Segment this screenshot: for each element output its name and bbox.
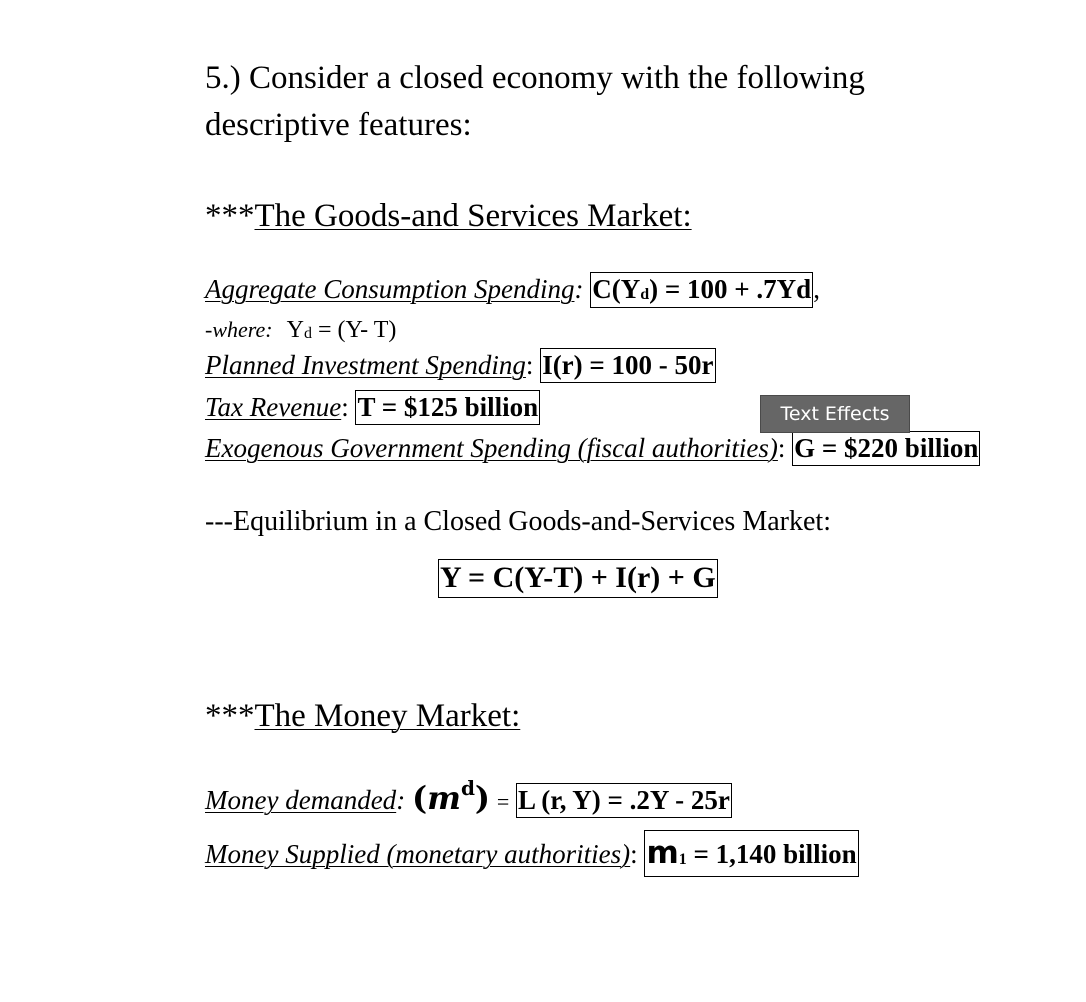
- government-label: Exogenous Government Spending (fiscal authorities): [205, 433, 778, 463]
- ms-rest: = 1,140 billion: [686, 839, 857, 869]
- consumption-colon: :: [574, 274, 584, 304]
- ms-subscript: 1: [678, 851, 687, 868]
- consumption-line: [205, 272, 820, 308]
- money-supply-colon: :: [630, 839, 638, 869]
- money-demand-label: Money demanded: [205, 785, 397, 815]
- heading-stars: ***: [205, 198, 255, 234]
- money-supply-label: Money Supplied (monetary authorities): [205, 839, 631, 869]
- money-demand-colon: :: [396, 785, 406, 815]
- text-effects-tooltip: Text Effects: [760, 395, 910, 433]
- investment-equation: I(r) = 100 - 50r: [540, 348, 715, 383]
- where-eq-rest: = (Y- T): [311, 317, 397, 343]
- tax-equation: T = $125 billion: [355, 390, 540, 425]
- investment-label: Planned Investment Spending: [205, 350, 526, 380]
- eq-part: d: [796, 274, 812, 304]
- where-label: -where:: [205, 317, 273, 342]
- heading-stars: ***: [205, 698, 255, 734]
- equilibrium-line: [438, 559, 718, 598]
- goods-market-heading: [205, 200, 692, 233]
- money-demand-equation: L (r, Y) = .2Y - 25r: [516, 783, 732, 818]
- md-m: m: [427, 779, 461, 817]
- money-demand-line: [205, 778, 732, 818]
- investment-line: [205, 348, 716, 383]
- money-demand-symbol: [411, 776, 491, 817]
- paren-close: ): [474, 779, 491, 817]
- consumption-label: Aggregate Consumption Spending: [205, 274, 575, 304]
- paren-open: (: [411, 779, 428, 817]
- government-line: [205, 431, 980, 466]
- government-equation: G = $220 billion: [792, 431, 980, 466]
- heading-text: The Money Market:: [254, 698, 521, 734]
- where-line: [205, 318, 396, 342]
- eq-part: C(Y: [592, 274, 641, 304]
- where-eq-y: Y: [286, 317, 304, 343]
- equals-sign: =: [496, 789, 510, 814]
- consumption-comma: ,: [813, 274, 820, 304]
- equilibrium-equation: Y = C(Y-T) + I(r) + G: [438, 559, 718, 598]
- tax-line: [205, 390, 540, 425]
- question-line-2: descriptive features:: [205, 107, 472, 143]
- tax-label: Tax Revenue: [205, 392, 342, 422]
- ms-m: m: [646, 835, 679, 871]
- where-eq-sub: d: [303, 325, 312, 342]
- question-line-1: 5.) Consider a closed economy with the following: [205, 60, 865, 96]
- heading-text: The Goods-and Services Market:: [254, 198, 692, 234]
- tax-colon: :: [341, 392, 349, 422]
- money-supply-line: [205, 830, 859, 877]
- consumption-equation: [590, 272, 813, 308]
- money-supply-equation: [644, 830, 858, 877]
- md-superscript: d: [460, 776, 475, 800]
- government-colon: :: [777, 433, 786, 463]
- eq-subscript: d: [640, 286, 650, 303]
- eq-part: ) = 100 + .7Y: [649, 274, 797, 304]
- investment-colon: :: [525, 350, 534, 380]
- money-market-heading: [205, 700, 520, 733]
- equilibrium-heading: ---Equilibrium in a Closed Goods-and-Services Market:: [205, 506, 831, 537]
